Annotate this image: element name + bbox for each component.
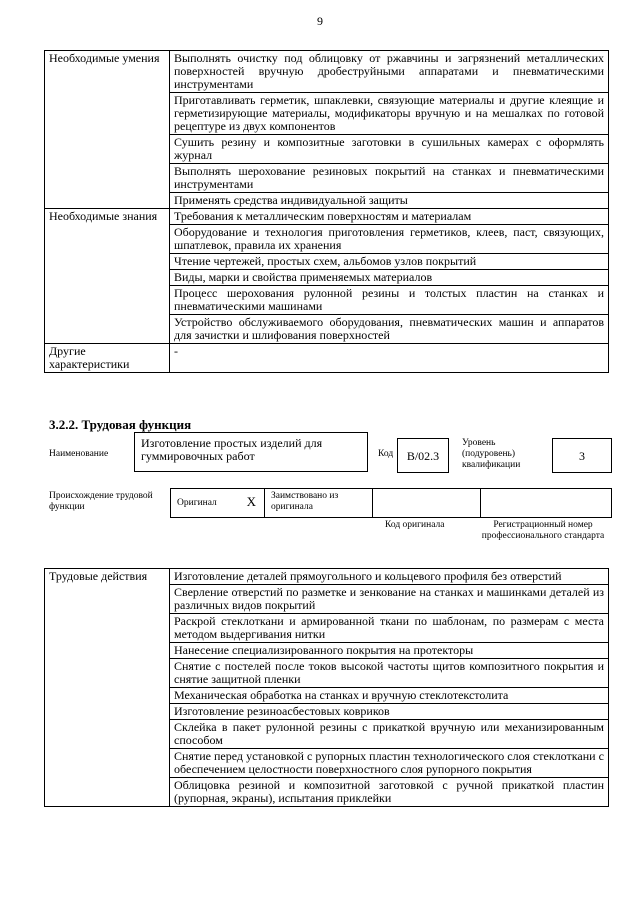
table-cell: Снятие перед установкой с рупорных пластин технологического слоя стеклоткани с обеспечением целостности поверхностного слоя рупорного покрытия bbox=[170, 749, 609, 778]
table-cell: Изготовление деталей прямоугольного и кольцевого профиля без отверстий bbox=[170, 569, 609, 585]
table-cell: Раскрой стеклоткани и армированной ткани по шаблонам, по размерам с места методом выдергивания нитки bbox=[170, 614, 609, 643]
table-row bbox=[45, 569, 609, 585]
labor-actions-table bbox=[44, 568, 609, 807]
reg-number-label: Регистрационный номер профессионального стандарта bbox=[481, 520, 605, 541]
origin-code-cell bbox=[373, 489, 481, 517]
table-cell: Выполнять шерохование резиновых покрытий на станках и пневматическими инструментами bbox=[170, 164, 609, 193]
table-cell: Облицовка резиной и композитной заготовкой с ручной прикаткой пластин (рупорная, экраны), испытания приклейки bbox=[170, 778, 609, 807]
original-label: Оригинал bbox=[177, 498, 217, 508]
row-label-other: Другие характеристики bbox=[45, 344, 170, 373]
section-title: 3.2.2. Трудовая функция bbox=[49, 417, 192, 432]
function-name-value: Изготовление простых изделий для гуммировочных работ bbox=[134, 432, 368, 472]
skills-knowledge-table bbox=[44, 50, 609, 373]
table-cell: Оборудование и технология приготовления герметиков, клеев, паст, связующих, шпатлевок, правила их хранения bbox=[170, 225, 609, 254]
code-value: B/02.3 bbox=[397, 438, 449, 473]
origin-label: Происхождение трудовой функции bbox=[49, 491, 153, 512]
table-cell: Механическая обработка на станках и вручную стеклотекстолита bbox=[170, 688, 609, 704]
table-cell: Процесс шерохования рулонной резины и толстых пластин на станках и пневматическими машинами bbox=[170, 286, 609, 315]
table-cell: Требования к металлическим поверхностям и материалам bbox=[170, 209, 609, 225]
table-cell: Изготовление резиноасбестовых ковриков bbox=[170, 704, 609, 720]
table-row bbox=[45, 209, 609, 225]
row-label-knowledge: Необходимые знания bbox=[45, 209, 170, 344]
code-label: Код bbox=[378, 449, 394, 459]
table-cell: Применять средства индивидуальной защиты bbox=[170, 193, 609, 209]
level-label: Уровень (подуровень) квалификации bbox=[462, 438, 521, 470]
origin-borrowed-cell bbox=[265, 489, 373, 517]
table-cell: Чтение чертежей, простых схем, альбомов узлов покрытий bbox=[170, 254, 609, 270]
name-label: Наименование bbox=[49, 449, 109, 459]
page-number: 9 bbox=[317, 14, 323, 28]
table-cell: Сверление отверстий по разметке и зенкование на станках и машинками деталей из различных видов покрытий bbox=[170, 585, 609, 614]
table-cell: Нанесение специализированного покрытия на протекторы bbox=[170, 643, 609, 659]
table-cell: Приготавливать герметик, шпаклевки, связующие материалы и другие клеящие и герметизирующие материалы, модификаторы вручную и на мешалках по готовой рецептуре из двух компонентов bbox=[170, 93, 609, 135]
code-original-label: Код оригинала bbox=[385, 520, 445, 530]
origin-row bbox=[170, 488, 612, 518]
row-label-skills: Необходимые умения bbox=[45, 51, 170, 209]
table-row bbox=[45, 51, 609, 93]
table-row bbox=[45, 344, 609, 373]
origin-original-cell bbox=[171, 489, 265, 517]
table-cell: Сушить резину и композитные заготовки в сушильных камерах с оформлять журнал bbox=[170, 135, 609, 164]
table-cell: Снятие с постелей после токов высокой частоты щитов композитного покрытия и снятие защитной пленки bbox=[170, 659, 609, 688]
level-value: 3 bbox=[552, 438, 612, 473]
origin-reg-cell bbox=[481, 489, 612, 517]
table-cell: Склейка в пакет рулонной резины с прикаткой вручную или механизированным способом bbox=[170, 720, 609, 749]
borrowed-label: Заимствовано из оригинала bbox=[271, 491, 339, 512]
table-cell: Выполнять очистку под облицовку от ржавчины и загрязнений металлических поверхностей вручную дробеструйными аппаратами и пневматическими инструментами bbox=[170, 51, 609, 93]
table-cell: Виды, марки и свойства применяемых материалов bbox=[170, 270, 609, 286]
original-mark: X bbox=[246, 494, 256, 509]
row-label-actions: Трудовые действия bbox=[45, 569, 170, 807]
table-cell: - bbox=[170, 344, 609, 373]
table-cell: Устройство обслуживаемого оборудования, пневматических машин и аппаратов для зачистки и шлифования поверхностей bbox=[170, 315, 609, 344]
